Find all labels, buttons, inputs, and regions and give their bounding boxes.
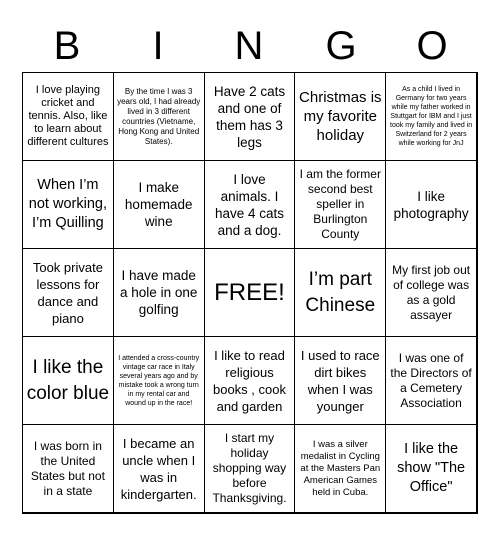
- header-letter-b: B: [53, 24, 82, 68]
- bingo-cell[interactable]: [22, 336, 114, 425]
- bingo-board: [22, 72, 478, 514]
- bingo-cell[interactable]: [294, 248, 386, 337]
- cell-text: I like the color blue: [26, 356, 110, 404]
- bingo-cell[interactable]: [204, 160, 296, 249]
- cell-text: Took private lessons for dance and piano: [32, 259, 103, 326]
- bingo-cell[interactable]: [385, 248, 477, 337]
- bingo-cell[interactable]: [294, 160, 386, 249]
- header-letter-g: G: [325, 24, 358, 68]
- cell-text: When I’m not working, I’m Quilling: [28, 177, 107, 231]
- cell-text: I make homemade wine: [124, 180, 193, 229]
- bingo-cell[interactable]: [22, 160, 114, 249]
- bingo-cell[interactable]: [294, 424, 386, 513]
- bingo-header: [22, 20, 478, 72]
- bingo-cell[interactable]: [385, 160, 477, 249]
- header-letter-o: O: [416, 24, 449, 68]
- cell-text: FREE!: [214, 278, 285, 306]
- cell-text: As a child I lived in Germany for two years while my father worked in Stuttgart for IBM and I just took my family and lived in Switzerland for 2 years while working for JnJ: [390, 86, 473, 147]
- cell-text: My first job out of college was as a gold assayer: [392, 262, 471, 322]
- cell-text: I start my holiday shopping way before Thanksgiving.: [212, 431, 287, 505]
- cell-text: By the time I was 3 years old, I had already lived in 3 different countries (Vietname, Hong Kong and United States).: [117, 86, 201, 146]
- free-space[interactable]: [204, 248, 296, 337]
- bingo-cell[interactable]: [204, 72, 296, 161]
- cell-text: I was a silver medalist in Cycling at the Masters Pan American Games held in Cuba.: [300, 438, 381, 498]
- cell-text: I was one of the Directors of a Cemetery Association: [390, 350, 472, 410]
- cell-text: I attended a cross-country vintage car race in Italy several years ago and by mistake took a wrong turn in my rental car and wound up in the race!: [118, 354, 200, 407]
- bingo-cell[interactable]: [22, 424, 114, 513]
- cell-text: I became an uncle when I was in kindergarten.: [120, 435, 197, 502]
- cell-text: I was born in the United States but not in a state: [30, 438, 105, 498]
- cell-text: I love animals. I have 4 cats and a dog.: [214, 171, 285, 238]
- cell-text: I like the show "The Office": [397, 441, 466, 495]
- header-letter-n: N: [234, 24, 265, 68]
- bingo-cell[interactable]: [113, 160, 205, 249]
- bingo-cell[interactable]: [113, 248, 205, 337]
- cell-text: I’m part Chinese: [305, 268, 376, 316]
- cell-text: I like photography: [393, 188, 469, 221]
- bingo-cell[interactable]: [204, 336, 296, 425]
- bingo-cell[interactable]: [22, 248, 114, 337]
- cell-text: I have made a hole in one golfing: [120, 268, 198, 317]
- bingo-cell[interactable]: [22, 72, 114, 161]
- bingo-cell[interactable]: [113, 424, 205, 513]
- cell-text: I used to race dirt bikes when I was younger: [300, 347, 380, 414]
- bingo-cell[interactable]: [294, 72, 386, 161]
- cell-text: I like to read religious books , cook and garden: [212, 347, 286, 414]
- header-letter-i: I: [152, 24, 165, 68]
- bingo-cell[interactable]: [113, 72, 205, 161]
- bingo-cell[interactable]: [385, 424, 477, 513]
- bingo-cell[interactable]: [294, 336, 386, 425]
- bingo-cell[interactable]: [113, 336, 205, 425]
- bingo-cell[interactable]: [385, 336, 477, 425]
- bingo-cell[interactable]: [385, 72, 477, 161]
- bingo-cell[interactable]: [204, 424, 296, 513]
- cell-text: Have 2 cats and one of them has 3 legs: [213, 83, 286, 150]
- cell-text: I love playing cricket and tennis. Also, like to learn about different cultures: [27, 84, 109, 148]
- cell-text: I am the former second best speller in Burlington County: [299, 167, 381, 241]
- cell-text: Christmas is my favorite holiday: [299, 89, 382, 144]
